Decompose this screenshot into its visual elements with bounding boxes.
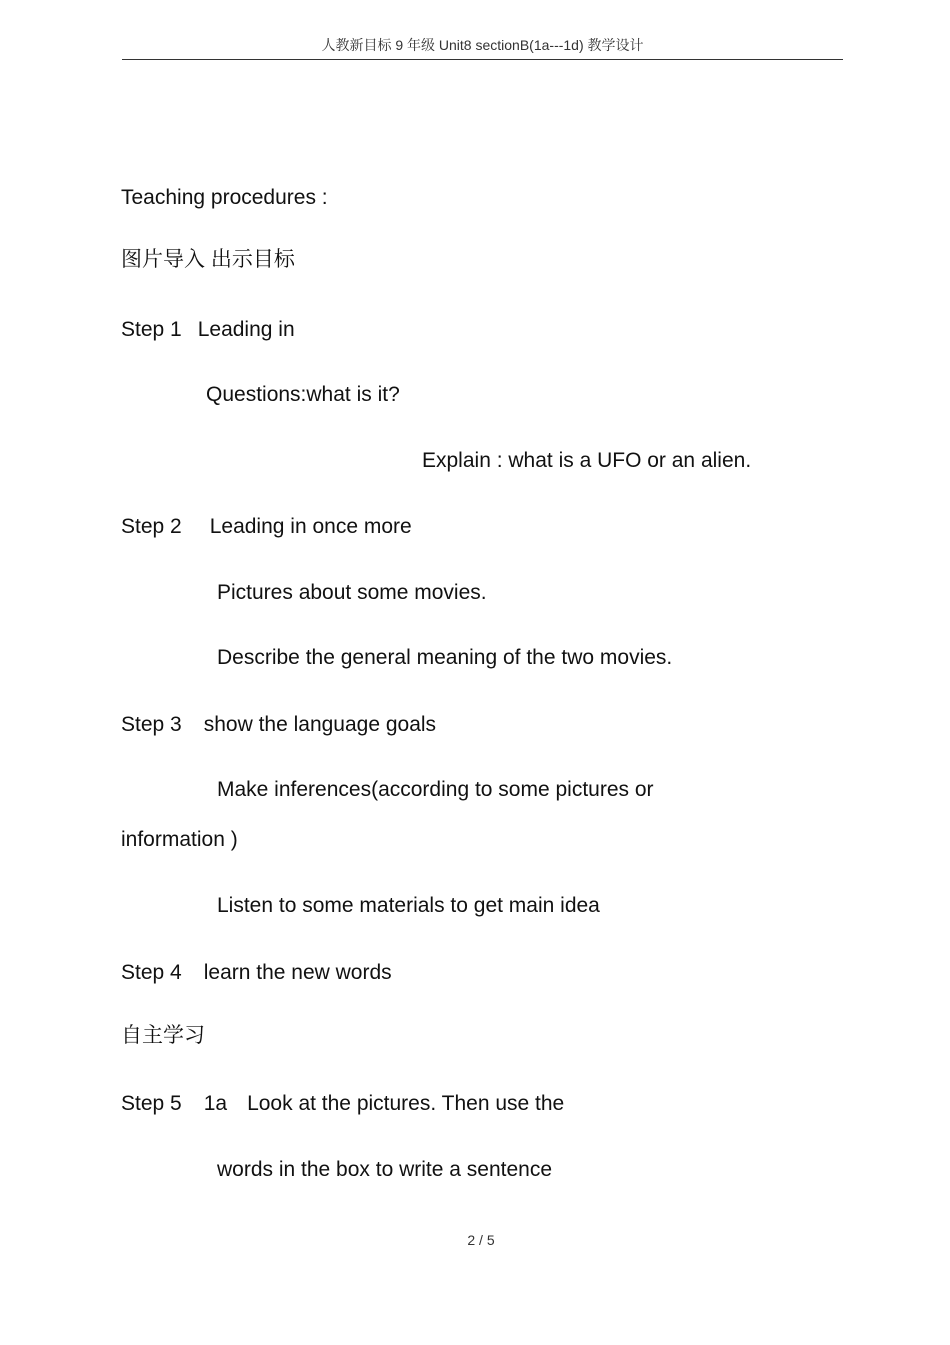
page-header-title: 人教新目标 9 年级 Unit8 sectionB(1a---1d) 教学设计 (321, 37, 644, 53)
header-divider (122, 59, 843, 60)
step-5 (121, 1092, 564, 1116)
page-number: 2 / 5 (467, 1232, 495, 1248)
step-1-explain: Explain : what is a UFO or an alien. (422, 449, 752, 472)
step-3-line-2: Listen to some materials to get main idea (217, 894, 600, 917)
step-2-label: Step 2 (121, 515, 182, 538)
step-2-text: Leading in once more (209, 515, 412, 538)
teaching-procedures-heading: Teaching procedures : (121, 186, 328, 209)
step-2 (121, 515, 412, 539)
section-heading-intro: 图片导入 出示目标 (121, 248, 295, 271)
step-1-text: Leading in (197, 318, 295, 341)
step-1 (121, 318, 295, 342)
step-3-line-1: Make inferences(according to some pictures or (217, 778, 654, 801)
step-2-line-2: Describe the general meaning of the two movies. (217, 646, 673, 669)
step-4 (121, 961, 392, 985)
step-5-code: 1a (203, 1092, 228, 1115)
section-heading-self-study: 自主学习 (121, 1024, 205, 1047)
step-3 (121, 713, 436, 737)
step-3-label: Step 3 (121, 713, 182, 736)
step-2-line-1: Pictures about some movies. (217, 581, 487, 604)
step-3-text: show the language goals (203, 713, 437, 736)
step-3-line-1-continued: information ) (121, 828, 238, 851)
step-1-question: Questions:what is it? (206, 383, 400, 406)
step-4-text: learn the new words (203, 961, 392, 984)
step-5-text: Look at the pictures. Then use the (247, 1092, 565, 1115)
step-4-label: Step 4 (121, 961, 182, 984)
step-5-label: Step 5 (121, 1092, 182, 1115)
step-1-label: Step 1 (121, 318, 182, 341)
step-5-continued: words in the box to write a sentence (217, 1158, 553, 1181)
